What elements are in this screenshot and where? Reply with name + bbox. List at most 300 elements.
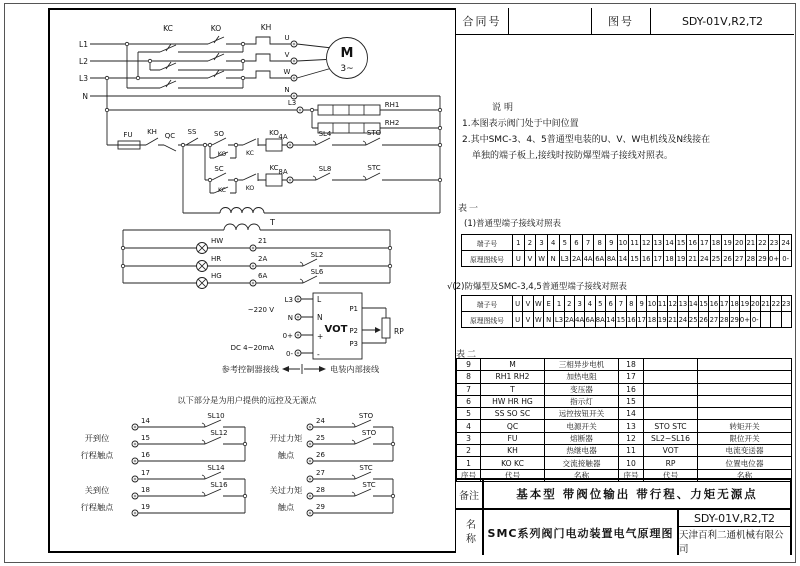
ko-coil-label: KO	[269, 129, 279, 137]
terminal	[307, 476, 313, 482]
table-cell: 26	[722, 251, 734, 266]
table2-subtitle: √(2)防爆型及SMC-3,4,5普通型端子接线对照表	[447, 282, 627, 292]
name-cell: 加热电阻	[545, 371, 619, 382]
open-torque-label-1: 开过力矩	[269, 433, 303, 443]
table-cell: 9	[606, 235, 618, 250]
component-table-row	[457, 433, 791, 445]
terminal	[297, 107, 303, 113]
ss-switch-label: SS	[187, 128, 197, 136]
table-cell: 15	[616, 312, 626, 327]
seq-cell: 11	[619, 445, 644, 456]
table-cell: 4A	[583, 251, 595, 266]
user-section-caption: 以下部分是为用户提供的远控及无源点	[177, 395, 317, 405]
table-cell: 24	[678, 312, 688, 327]
name-cell: 位置电位器	[725, 458, 764, 468]
table-cell: 8A	[606, 251, 618, 266]
table-cell: 23	[781, 299, 791, 308]
table-cell: 14	[618, 251, 630, 266]
name-cell	[698, 371, 791, 382]
component-table	[456, 358, 792, 482]
terminal	[250, 280, 256, 286]
motor-label: M	[340, 46, 354, 61]
terminal	[287, 142, 293, 148]
terminal	[291, 58, 297, 64]
title-row	[456, 8, 794, 35]
vot-0plus-label: 0+	[282, 332, 293, 340]
terminal-2a-label: 2A	[258, 255, 268, 263]
notes-block	[462, 100, 787, 164]
table-cell: 15	[676, 235, 688, 250]
vot-p2-label: P2	[349, 327, 358, 335]
table-cell: 4	[548, 235, 560, 250]
table-cell: 25	[689, 312, 699, 327]
table-cell: 19	[658, 312, 668, 327]
name-cell	[698, 408, 791, 419]
table-cell: V	[523, 296, 533, 311]
heater-rh1-label: RH1	[384, 101, 400, 109]
terminal	[307, 458, 313, 464]
line-l3-label: L3	[79, 74, 88, 83]
code-cell: QC	[481, 420, 545, 431]
table-cell: 18	[647, 312, 657, 327]
note-line: 2.其中SMC-3、4、5普通型电装的U、V、W电机线及N线接在	[462, 135, 711, 145]
code-cell: 代号	[481, 470, 545, 481]
table-cell: 6A	[594, 251, 606, 266]
line-l1-label: L1	[79, 40, 88, 49]
seq-cell: 12	[619, 433, 644, 444]
seq-cell: 17	[619, 371, 644, 382]
name-label	[456, 510, 484, 555]
code-cell: T	[481, 384, 545, 395]
seq-cell: 9	[457, 359, 481, 370]
transformer-label: T	[270, 217, 276, 227]
note-line: 单独的端子板上,接线时按防爆型端子接线对照表。	[472, 151, 673, 161]
contactor-ko-label: KO	[210, 24, 222, 33]
terminal	[295, 350, 301, 356]
table-cell: L3	[560, 251, 572, 266]
table-cell: 25	[711, 251, 723, 266]
table-cell: W	[534, 296, 544, 311]
company-name: 天津百利二通机械有限公司	[679, 530, 784, 555]
lamp-hg	[197, 278, 208, 289]
code-cell: STO STC	[644, 420, 698, 431]
terminal-28-label: 28	[316, 486, 325, 494]
terminal-u-label: U	[284, 34, 290, 42]
table-cell: 8	[594, 235, 606, 250]
component-table-row	[457, 384, 791, 396]
table-cell: 19	[740, 296, 750, 311]
table-cell: 18	[664, 251, 676, 266]
table2-row2-label: 原理图线号	[462, 312, 513, 327]
terminal-19-label: 19	[141, 503, 150, 511]
terminal-27-label: 27	[316, 469, 325, 477]
component-table-row	[457, 371, 791, 383]
table-cell: 22	[771, 296, 781, 311]
heater-rh2-label: RH2	[384, 119, 400, 127]
table-cell: 2	[565, 296, 575, 311]
open-torque-label-2: 触点	[277, 450, 295, 460]
remark-value: 基本型 带阀位输出 带行程、力矩无源点	[516, 487, 758, 501]
vot-p1-label: P1	[349, 305, 358, 313]
table-cell: 16	[627, 312, 637, 327]
terminal-24-label: 24	[316, 417, 325, 425]
lamp-hw	[197, 243, 208, 254]
seq-cell: 8	[457, 371, 481, 382]
vot-box-n: N	[317, 313, 323, 322]
kc-interlock-label: KC	[245, 150, 255, 157]
title-and-tables-panel	[447, 8, 794, 555]
table-cell: 29	[757, 251, 769, 266]
terminal	[295, 332, 301, 338]
table-cell: V	[523, 312, 533, 327]
terminal	[307, 424, 313, 430]
lamp-rows	[123, 243, 390, 289]
table-cell: 10	[647, 296, 657, 311]
terminal-8a-label: 8A	[278, 168, 288, 176]
terminal-14-label: 14	[141, 417, 150, 425]
seq-cell: 6	[457, 396, 481, 407]
torque-sto-label: STO	[366, 129, 382, 137]
table2-row1-label: 端子号	[462, 296, 513, 311]
vot-n-label: N	[287, 314, 293, 322]
table-cell: 9	[637, 296, 647, 311]
table-cell: 20	[751, 296, 761, 311]
table-cell: 6A	[585, 312, 595, 327]
lamp-hr-label: HR	[211, 255, 222, 263]
table-cell: 13	[678, 296, 688, 311]
terminal-table-ordinary	[461, 234, 792, 267]
table2-caption: 表二	[456, 350, 479, 360]
terminal-17-label: 17	[141, 469, 150, 477]
table-cell: 15	[699, 296, 709, 311]
line-n-label: N	[82, 92, 88, 101]
thermal-kh-label: KH	[260, 23, 272, 32]
component-table-row	[457, 408, 791, 420]
table-cell: 27	[709, 312, 719, 327]
limit-sl2-label: SL2	[310, 251, 324, 259]
code-cell: KH	[481, 445, 545, 456]
terminal-v-label: V	[284, 51, 290, 59]
name-cell: 熔断器	[545, 433, 619, 444]
table-cell: 22	[757, 235, 769, 250]
table-cell: 17	[699, 235, 711, 250]
table-cell: 24	[699, 251, 711, 266]
seq-cell: 4	[457, 420, 481, 431]
vot-p3-label: P3	[349, 340, 358, 348]
device-side-caption: 电装内部接线	[330, 364, 380, 374]
seq-cell: 2	[457, 445, 481, 456]
table-cell: 14	[689, 296, 699, 311]
terminal	[291, 75, 297, 81]
seq-cell: 16	[619, 384, 644, 395]
drawing-no-value: SDY-01V,R2,T2	[681, 14, 764, 28]
terminals	[132, 41, 313, 516]
terminal	[295, 314, 301, 320]
table-cell: 24	[781, 238, 791, 247]
code-cell: FU	[481, 433, 545, 444]
terminal	[132, 424, 138, 430]
remote-contact-groups	[138, 420, 393, 513]
table-cell: V	[525, 251, 537, 266]
name-cell: 电源开关	[545, 420, 619, 431]
table-cell: 6	[606, 296, 616, 311]
table-cell: 20	[734, 235, 746, 250]
open-travel-label-1: 开到位	[84, 433, 110, 443]
table-cell: 21	[668, 312, 678, 327]
drawing-no-label: 图号	[592, 8, 651, 34]
table-cell: 23	[769, 235, 781, 250]
terminal	[132, 493, 138, 499]
motor	[327, 38, 368, 79]
table-cell: 27	[734, 251, 746, 266]
table-cell: 11	[658, 296, 668, 311]
thermal-contact-label: KH	[147, 128, 157, 136]
terminal	[250, 263, 256, 269]
close-travel-label-1: 关到位	[84, 485, 110, 495]
table-cell: 21	[746, 235, 758, 250]
terminal-4a-label: 4A	[278, 133, 288, 141]
vot-box-l: L	[317, 295, 322, 304]
table-cell: 17	[653, 251, 665, 266]
lamp-hw-label: HW	[211, 237, 224, 245]
seq-cell: 15	[619, 396, 644, 407]
table-cell: 11	[629, 235, 641, 250]
contract-no-label: 合同号	[456, 8, 509, 34]
code-cell: RP	[644, 457, 698, 468]
table-cell: 14	[606, 312, 616, 327]
table1-caption: 表一	[458, 204, 481, 214]
terminal	[132, 510, 138, 516]
seq-cell: 序号	[457, 470, 481, 481]
table-cell	[761, 312, 771, 327]
drawing-title: SMC系列阀门电动装置电气原理图	[484, 510, 679, 555]
kc-coil-label: KC	[269, 164, 279, 172]
component-table-row	[457, 359, 791, 371]
ko-interlock-label: KO	[245, 185, 255, 192]
code-cell: SL2~SL16	[644, 433, 698, 444]
seq-cell: 5	[457, 408, 481, 419]
table-cell: 7	[583, 235, 595, 250]
table1-subtitle: (1)普通型端子接线对照表	[464, 219, 562, 229]
terminal-21-label: 21	[258, 237, 267, 245]
limit-sl6-label: SL6	[310, 268, 324, 276]
limit-sl8-label: SL8	[318, 165, 332, 173]
power-switch-label: QC	[164, 132, 176, 140]
table-cell: U	[513, 296, 523, 311]
name-label-text: 名称	[463, 518, 475, 547]
transformer	[123, 145, 440, 283]
table-cell: U	[513, 251, 525, 266]
terminal-25-label: 25	[316, 434, 325, 442]
code-cell: VOT	[644, 445, 698, 456]
table-cell: N	[548, 251, 560, 266]
close-travel-label-2: 行程触点	[80, 502, 114, 512]
name-cell: 三相异步电机	[545, 359, 619, 370]
vot-label: VOT	[324, 324, 348, 335]
name-cell: 名称	[736, 470, 753, 480]
terminal-15-label: 15	[141, 434, 150, 442]
motor-phase-label: 3~	[340, 64, 354, 74]
fuse-label: FU	[123, 131, 133, 139]
code-cell	[644, 408, 698, 419]
component-table-row	[457, 445, 791, 457]
table-cell: W	[534, 312, 544, 327]
notes-heading: 说明	[492, 103, 517, 113]
line-l2-label: L2	[79, 57, 88, 66]
terminal-table-explosionproof	[461, 295, 792, 328]
name-block	[456, 508, 792, 555]
table-cell: 29	[730, 312, 740, 327]
table-cell: 17	[637, 312, 647, 327]
table-cell: 19	[676, 251, 688, 266]
remark-block	[456, 478, 792, 510]
table-cell: 0-	[782, 254, 790, 263]
terminal	[307, 441, 313, 447]
close-button-label: SC	[214, 165, 224, 173]
table-cell: 13	[653, 235, 665, 250]
remark-label: 备注	[456, 480, 484, 508]
limit-sl12-label: SL12	[210, 429, 228, 437]
code-cell: KO KC	[481, 457, 545, 468]
table-cell: L3	[554, 312, 564, 327]
limit-sl16-label: SL16	[210, 481, 228, 489]
seq-cell: 3	[457, 433, 481, 444]
table-cell: 16	[641, 251, 653, 266]
table1-wire-row	[513, 251, 791, 266]
limit-sl14-label: SL14	[207, 464, 225, 472]
table-cell: 18	[711, 235, 723, 250]
vot-l3-label: L3	[284, 296, 293, 304]
table-cell: 12	[641, 235, 653, 250]
terminal-6a-label: 6A	[258, 272, 268, 280]
table-cell: 21	[687, 251, 699, 266]
table-cell: 6	[571, 235, 583, 250]
table-cell: 10	[618, 235, 630, 250]
note-line: 1.本图表示阀门处于中间位置	[462, 119, 579, 129]
component-table-row	[457, 420, 791, 432]
limit-sl10-label: SL10	[207, 412, 225, 420]
table-cell: 7	[616, 296, 626, 311]
table-cell: 2	[525, 235, 537, 250]
table-cell: U	[513, 312, 523, 327]
lamp-hr	[197, 261, 208, 272]
table-cell: 21	[761, 296, 771, 311]
table-cell: 5	[560, 235, 572, 250]
table-cell: 28	[746, 251, 758, 266]
lamp-hg-label: HG	[211, 272, 222, 280]
torque-stc-contact1-label: STC	[359, 464, 373, 472]
table1-terminal-row	[513, 235, 791, 250]
terminal-26-label: 26	[316, 451, 325, 459]
terminal	[132, 476, 138, 482]
table-cell: 4A	[575, 312, 585, 327]
name-cell	[698, 384, 791, 395]
code-cell	[644, 359, 698, 370]
table1-row2-label: 原理图线号	[462, 251, 513, 266]
name-cell	[698, 396, 791, 407]
table-cell: 1	[554, 296, 564, 311]
code-cell: M	[481, 359, 545, 370]
table-cell: 5	[596, 296, 606, 311]
torque-stc-contact2-label: STC	[362, 481, 376, 489]
terminal	[307, 510, 313, 516]
torque-sto-contact2-label: STO	[361, 429, 377, 437]
table-cell: 18	[730, 296, 740, 311]
open-button-label: SO	[214, 130, 224, 138]
table-cell: 12	[668, 296, 678, 311]
circuit-diagram	[48, 8, 455, 553]
code-cell: SS SO SC	[481, 408, 545, 419]
close-torque-label-1: 关过力矩	[269, 485, 303, 495]
code-cell: HW HR HG	[481, 396, 545, 407]
code-cell	[644, 371, 698, 382]
terminal-16-label: 16	[141, 451, 150, 459]
terminal-l3-label: L3	[287, 99, 297, 107]
kc-aux-label: KC	[217, 187, 227, 194]
connection-nodes	[105, 42, 441, 497]
name-cell: 指示灯	[545, 396, 619, 407]
table-cell: 0-	[751, 312, 761, 327]
table-cell: 8A	[596, 312, 606, 327]
vot-box-plus: +	[317, 332, 324, 341]
table-cell: 2A	[571, 251, 583, 266]
name-cell: 限位开关	[729, 433, 760, 443]
terminal-n-label: N	[284, 86, 290, 94]
table-cell: N	[544, 312, 554, 327]
table-cell	[771, 312, 781, 327]
open-travel-label-2: 行程触点	[80, 450, 114, 460]
dc-output-label: DC 4~20mA	[230, 344, 274, 352]
potentiometer-rp-label: RP	[394, 327, 404, 336]
seq-cell: 10	[619, 457, 644, 468]
table1-row1-label: 端子号	[462, 235, 513, 250]
ko-aux-label: KO	[217, 151, 227, 158]
name-cell: 热继电器	[545, 445, 619, 456]
boundary-divider	[282, 364, 326, 374]
terminal	[132, 458, 138, 464]
table-cell: 0+	[769, 251, 781, 266]
name-cell: 远控按钮开关	[545, 408, 619, 419]
terminal	[307, 493, 313, 499]
seq-cell: 14	[619, 408, 644, 419]
code-cell	[644, 396, 698, 407]
table-cell: 19	[722, 235, 734, 250]
table-cell: 8	[627, 296, 637, 311]
table-cell: 3	[575, 296, 585, 311]
table-cell: 28	[720, 312, 730, 327]
table2-terminal-row	[513, 296, 791, 311]
seq-cell: 18	[619, 359, 644, 370]
ac-supply-label: ~220 V	[247, 306, 274, 314]
table-cell: 0+	[740, 312, 750, 327]
vot-box-minus: -	[317, 350, 320, 359]
terminal	[287, 177, 293, 183]
name-cell: 转矩开关	[729, 421, 760, 431]
terminal-w-label: W	[283, 68, 291, 76]
controller-side-caption: 参考控制器接线	[221, 364, 279, 374]
table-cell: 16	[709, 296, 719, 311]
seq-cell: 1	[457, 457, 481, 468]
table-cell: E	[544, 296, 554, 311]
table-cell: 16	[687, 235, 699, 250]
code-cell	[644, 384, 698, 395]
terminal-29-label: 29	[316, 503, 325, 511]
table-cell	[782, 312, 791, 327]
name-cell: 名称	[545, 470, 619, 481]
terminal	[250, 245, 256, 251]
contract-no-value	[509, 8, 592, 34]
name-cell: 变压器	[545, 384, 619, 395]
